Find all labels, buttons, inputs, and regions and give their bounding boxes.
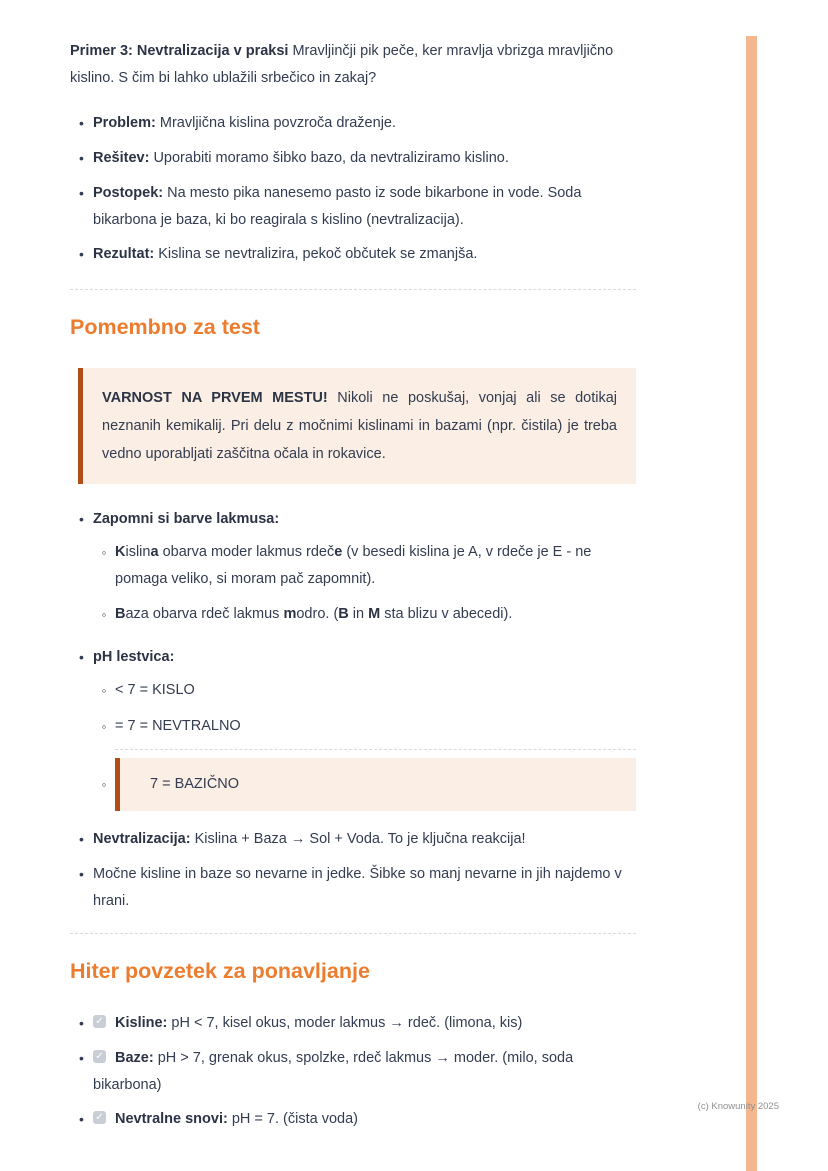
text-bold: m	[283, 606, 297, 622]
ph-base-callout	[115, 758, 636, 811]
item-label: Nevtralne snovi:	[115, 1111, 228, 1127]
bullet-marker-icon	[70, 1010, 93, 1038]
bullet-marker-icon	[70, 861, 93, 915]
checklist-item	[70, 1045, 636, 1099]
ph-sub-list	[93, 677, 636, 811]
list-item	[93, 713, 636, 741]
list-item	[70, 506, 636, 637]
text-bold: B	[115, 606, 126, 622]
bullet-marker-icon	[70, 644, 93, 819]
item-label: Rešitev:	[93, 150, 150, 166]
litmus-heading: Zapomni si barve lakmusa:	[93, 511, 280, 527]
list-item-text	[93, 180, 636, 234]
list-item-text	[93, 506, 636, 637]
checklist-item	[70, 1106, 636, 1134]
list-item	[70, 180, 636, 234]
circle-bullet-marker-icon	[93, 771, 115, 799]
list-item	[70, 241, 636, 269]
bullet-marker-icon	[70, 180, 93, 234]
text-segment: obarva moder lakmus rdeč	[158, 544, 335, 560]
list-item	[70, 861, 636, 915]
litmus-acid-text	[115, 539, 636, 593]
list-item-text	[93, 241, 636, 269]
item-text: pH = 7. (čista voda)	[231, 1111, 358, 1127]
example-list	[70, 110, 636, 269]
page-accent-stripe	[746, 36, 757, 1171]
bullet-marker-icon	[70, 506, 93, 637]
list-item	[70, 826, 636, 854]
ph-neutral-text: = 7 = NEVTRALNO	[115, 718, 241, 734]
list-item	[70, 110, 636, 138]
item-label: Postopek:	[93, 185, 164, 201]
text-bold: a	[150, 544, 159, 560]
text-segment: sta blizu v abecedi).	[380, 606, 513, 622]
text-bold: e	[334, 544, 343, 560]
item-text: pH > 7, grenak okus, spolzke, rdeč lakmus → moder. (milo, soda bikarbona)	[93, 1050, 574, 1093]
item-text: pH < 7, kisel okus, moder lakmus → rdeč. (limona, kis)	[171, 1015, 523, 1031]
text-bold: M	[368, 606, 381, 622]
bullet-marker-icon	[70, 1045, 93, 1099]
sub-section-divider	[115, 749, 636, 750]
section-divider	[70, 289, 636, 290]
text-segment: aza obarva rdeč lakmus	[125, 606, 284, 622]
text-segment: in	[348, 606, 369, 622]
list-item	[93, 677, 636, 705]
item-label: Kisline:	[115, 1015, 168, 1031]
ph-scale-heading: pH lestvica:	[93, 649, 175, 665]
list-item	[93, 539, 636, 593]
important-list	[70, 506, 636, 915]
section-heading-important: Pomembno za test	[70, 315, 260, 339]
item-label: Problem:	[93, 115, 156, 131]
litmus-base-text	[115, 601, 636, 629]
item-text: Kislina se nevtralizira, pekoč občutek se zmanjša.	[158, 246, 478, 262]
example-title: Primer 3: Nevtralizacija v praksi	[70, 43, 289, 59]
circle-bullet-marker-icon	[93, 539, 115, 593]
callout-text: Nikoli ne poskušaj, vonjaj ali se dotikaj neznanih kemikalij. Pri delu z močnimi kislinami in bazami (npr. čistila) je treba vedno uporabljati zaščitna očala in rokavice.	[102, 390, 617, 462]
example-intro-text: Mravljinčji pik peče, ker mravlja vbrizga mravljično kislino. S čim bi lahko ublažili srbečico in zakaj?	[70, 43, 614, 86]
text-segment: (v besedi kislina je A, v rdeče je E - ne pomaga veliko, si moram pač zapomnit).	[115, 544, 592, 587]
ph-base-container	[115, 758, 636, 811]
list-item	[93, 758, 636, 811]
safety-callout	[78, 368, 636, 484]
list-item	[93, 601, 636, 629]
list-item-text	[93, 826, 636, 854]
text-segment: odro. (	[296, 606, 339, 622]
example-intro-paragraph	[70, 38, 636, 92]
bullet-marker-icon	[70, 1106, 93, 1134]
list-item-text	[93, 644, 636, 819]
checklist-item	[70, 1010, 636, 1038]
item-text: Mravljična kislina povzroča draženje.	[159, 115, 397, 131]
bullet-marker-icon	[70, 110, 93, 138]
section-divider	[70, 933, 636, 934]
checkbox-checked-icon	[93, 1050, 106, 1063]
list-item	[70, 644, 636, 819]
checkbox-checked-icon	[93, 1015, 106, 1028]
circle-bullet-marker-icon	[93, 601, 115, 629]
litmus-sub-list	[93, 539, 636, 629]
item-label: Nevtralizacija:	[93, 831, 191, 847]
summary-checklist	[70, 1010, 636, 1134]
item-text: Kislina + Baza → Sol + Voda. To je ključna reakcija!	[194, 831, 526, 847]
list-item-text	[93, 110, 636, 138]
copyright-note: (c) Knowunity 2025	[697, 1101, 779, 1112]
bullet-marker-icon	[70, 145, 93, 173]
callout-title: VARNOST NA PRVEM MESTU!	[102, 390, 328, 406]
item-text: Uporabiti moramo šibko bazo, da nevtraliziramo kislino.	[153, 150, 509, 166]
text-segment: islin	[125, 544, 151, 560]
checklist-item-text	[93, 1106, 636, 1134]
ph-acid-text: < 7 = KISLO	[115, 682, 195, 698]
checklist-item-text	[93, 1045, 636, 1099]
ph-base-text: 7 = BAZIČNO	[150, 776, 240, 792]
circle-bullet-marker-icon	[93, 713, 115, 741]
circle-bullet-marker-icon	[93, 677, 115, 705]
text-bold: B	[338, 606, 349, 622]
checkbox-checked-icon	[93, 1111, 106, 1124]
bullet-marker-icon	[70, 826, 93, 854]
item-text: Na mesto pika nanesemo pasto iz sode bikarbone in vode. Soda bikarbona je baza, ki bo reagirala s kislino (nevtralizacija).	[93, 185, 582, 228]
item-label: Baze:	[115, 1050, 154, 1066]
list-item-text	[93, 145, 636, 173]
item-label: Rezultat:	[93, 246, 155, 262]
bullet-marker-icon	[70, 241, 93, 269]
text-bold: K	[115, 544, 126, 560]
list-item	[70, 145, 636, 173]
checklist-item-text	[93, 1010, 636, 1038]
strong-weak-text: Močne kisline in baze so nevarne in jedke. Šibke so manj nevarne in jih najdemo v hrani.	[93, 866, 622, 909]
page-content	[70, 38, 636, 1141]
section-heading-summary: Hiter povzetek za ponavljanje	[70, 959, 370, 983]
